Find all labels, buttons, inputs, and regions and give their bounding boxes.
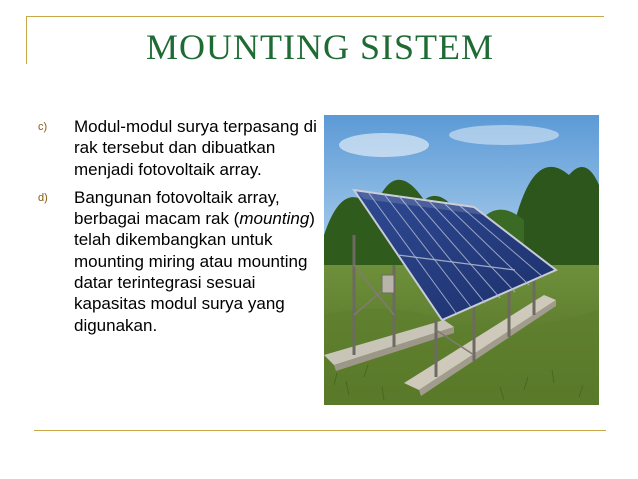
- bullet-list: [38, 116, 318, 343]
- bullet-marker: d): [38, 191, 48, 204]
- bullet-text-italic: mounting: [239, 209, 310, 229]
- frame-bottom-line: [34, 430, 606, 431]
- bullet-marker: c): [38, 121, 48, 133]
- bullet-item-d: [38, 187, 318, 336]
- bullet-text: Modul-modul surya terpasang di rak tersebut dan dibuatkan menjadi fotovoltaik array.: [74, 117, 317, 179]
- bullet-item-c: [38, 116, 318, 180]
- solar-array-photo: [324, 115, 599, 405]
- bullet-text-start: Bangunan fotovoltaik array, berbagai macam rak (: [74, 187, 280, 229]
- slide-title: MOUNTING SISTEM: [146, 27, 494, 67]
- bullet-text-end: ) telah dikembangkan untuk mounting miring atau mounting datar terintegrasi sesuai kapasitas modul surya yang digunakan.: [74, 209, 315, 335]
- frame-top-line: [26, 16, 604, 17]
- frame-left-line: [26, 16, 27, 64]
